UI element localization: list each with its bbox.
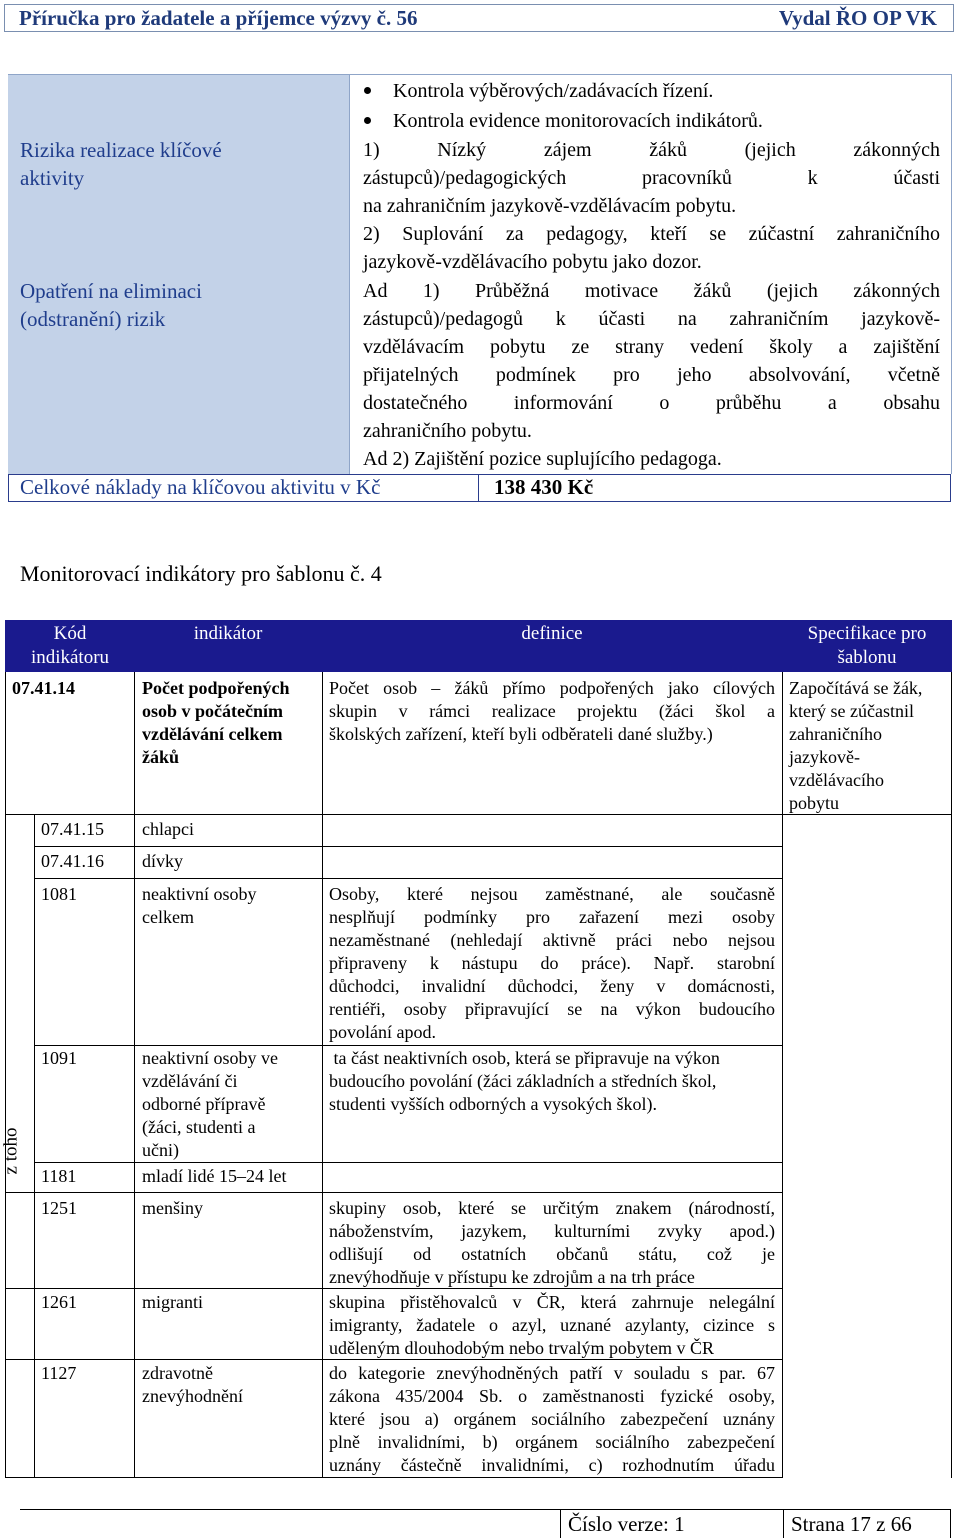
risk-line: zástupců)/pedagogických pracovníků k účasti (363, 167, 940, 189)
risk-line: na zahraničním jazykově-vzdělávacím pobytu. (363, 195, 737, 217)
table-row-indicator: migranti (142, 1292, 203, 1312)
table-border (34, 846, 782, 847)
table-border (322, 672, 323, 1478)
definition-line: nezaměstnané (nehledají aktivně práci nebo nejsou (329, 930, 775, 950)
table-border (5, 1192, 782, 1193)
table-row-code: 1127 (41, 1363, 77, 1383)
spec-line: vzdělávacího (789, 770, 884, 790)
header-publisher: Vydal ŘO OP VK (778, 6, 937, 30)
indicator-line: odborné přípravě (142, 1094, 266, 1114)
spec-line: zahraničního (789, 724, 882, 744)
definition-line: povolání apod. (329, 1022, 436, 1042)
definition-line: studenti vyšších odborných a vysokých škol). (329, 1094, 657, 1114)
definition-line: skupin v rámci realizace projektu (žáci škol a (329, 701, 775, 721)
indicator-line: vzdělávání celkem (142, 724, 283, 744)
indicator-line: zdravotně (142, 1363, 213, 1383)
table-border (134, 672, 135, 1478)
table-border (34, 1045, 782, 1046)
table-border (5, 1477, 782, 1478)
definition-line: náboženstvím, jazykem, kulturními zvyky apod.) (329, 1221, 775, 1241)
indicator-line: vzdělávání či (142, 1071, 238, 1091)
indicator-line: celkem (142, 907, 194, 927)
table-row-code: 07.41.14 (12, 678, 75, 698)
section-title: Monitorovací indikátory pro šablonu č. 4 (20, 561, 382, 586)
definition-line: Počet osob – žáků přímo podpořených jako cílových (329, 678, 775, 698)
measure-line: zástupců)/pedagogů k účasti na zahraničním jazykově- (363, 308, 940, 330)
definition-line: znevýhodňuje v přístupu ke zdrojům a na trh práce (329, 1267, 695, 1287)
table-border (478, 474, 479, 502)
costs-value: 138 430 Kč (494, 475, 594, 499)
spec-line: Započítává se žák, (789, 678, 923, 698)
table-border (5, 814, 782, 815)
costs-label: Celkové náklady na klíčovou aktivitu v Kč (20, 475, 381, 499)
spec-line: který se zúčastnil (789, 701, 914, 721)
table-row-indicator (142, 1362, 318, 1408)
table-row-indicator: dívky (142, 851, 184, 871)
definition-line: které jsou a) orgánem sociálního zabezpečení uznány (329, 1409, 775, 1429)
definition-line: imigranty, žadatele o azyl, uznané azylanty, cizince s (329, 1315, 775, 1335)
table-row-code: 1181 (41, 1166, 77, 1186)
table-row-indicator: menšiny (142, 1198, 203, 1218)
header-indicator: indikátor (193, 623, 263, 644)
definition-line: uznány částečně invalidními, c) rozhodnutím úřadu (329, 1455, 775, 1475)
subset-label (0, 1120, 32, 1184)
table-row-indicator (142, 1047, 318, 1162)
header-code-line: indikátoru (30, 647, 110, 668)
table-border (34, 1162, 782, 1163)
definition-line: odlišují od ostatních občanů státu, což je (329, 1244, 775, 1264)
header-definition: definice (521, 623, 583, 644)
header-code (10, 622, 130, 670)
table-row-definition (329, 1291, 775, 1360)
table-row-code: 07.41.16 (41, 851, 104, 871)
subset-label-text: z toho (0, 1127, 22, 1175)
definition-line: do kategorie znevýhodněných patří v souladu s par. 67 (329, 1363, 775, 1383)
measure-line: vzdělávacím pobytu ze strany vedení školy a zajištění (363, 336, 940, 358)
header-specification (782, 622, 952, 670)
indicator-line: znevýhodnění (142, 1386, 243, 1406)
table-border (8, 74, 951, 75)
table-row-definition (329, 677, 775, 746)
spec-line: pobytu (789, 793, 840, 813)
risk-line: jazykově-vzdělávacího pobytu jako dozor. (363, 251, 702, 273)
measures-label: (odstranění) rizik (20, 307, 166, 331)
table-row-code: 1251 (41, 1198, 77, 1218)
definition-line: plně invalidními, b) orgánem sociálního zabezpečení (329, 1432, 775, 1452)
table-border (34, 878, 782, 879)
bullet-icon (364, 117, 371, 124)
risks-label: aktivity (20, 166, 85, 190)
footer-divider (783, 1509, 784, 1538)
bullet-icon (364, 87, 371, 94)
table-row-definition (329, 1047, 779, 1116)
measure-line: Ad 1) Průběžná motivace žáků (jejich zákonných (363, 280, 940, 302)
table-border (951, 672, 952, 1478)
definition-line: budoucího povolání (žáci základních a středních škol, (329, 1071, 717, 1091)
definition-line: důchodci, invalidní důchodci, ženy v domácnosti, (329, 976, 775, 996)
indicator-line: neaktivní osoby (142, 884, 257, 904)
header-title: Příručka pro žadatele a příjemce výzvy č. 56 (19, 6, 418, 30)
upper-label-column (8, 74, 349, 474)
table-row-definition (329, 1362, 775, 1477)
table-border (349, 74, 350, 474)
definition-line: připraveny k nástupu do práce). Např. starobní (329, 953, 775, 973)
bullet-text: Kontrola evidence monitorovacích indikátorů. (393, 110, 763, 132)
footer-divider (560, 1509, 561, 1538)
definition-line: rentiéři, osoby připravující se na výkon budoucího (329, 999, 775, 1019)
table-row-definition (329, 1197, 775, 1289)
header-code-line: Kód (53, 623, 87, 644)
table-row-code: 1081 (41, 884, 77, 904)
measure-line: dostatečného informování o průběhu a obsahu (363, 392, 940, 414)
indicator-line: Počet podpořených (142, 678, 290, 698)
indicator-line: žáků (142, 747, 180, 767)
definition-line: skupina přistěhovalců v ČR, která zahrnuje nelegální (329, 1292, 775, 1312)
indicator-line: učni) (142, 1140, 179, 1160)
definition-line: školských zařízení, kteří byli odběrateli dané služby.) (329, 724, 713, 744)
bullet-item (364, 76, 713, 107)
table-row-specification (789, 677, 949, 815)
table-row-indicator (142, 677, 318, 769)
risk-line: 2) Suplování za pedagogy, kteří se zúčastní zahraničního (363, 223, 940, 245)
definition-line: skupiny osob, které se určitým znakem (národností, (329, 1198, 775, 1218)
risk-line: 1) Nízký zájem žáků (jejich zákonných (363, 139, 940, 161)
table-row-indicator: mladí lidé 15–24 let (142, 1166, 287, 1186)
bullet-text: Kontrola výběrových/zadávacích řízení. (393, 80, 714, 102)
definition-line: zákona 435/2004 Sb. o zaměstnanosti fyzické osoby, (329, 1386, 775, 1406)
footer-divider (950, 1509, 951, 1538)
footer-version: Číslo verze: 1 (568, 1512, 685, 1536)
table-border (782, 672, 783, 1478)
table-row-code: 1091 (41, 1048, 77, 1068)
table-row-indicator (142, 883, 318, 929)
measure-line: Ad 2) Zajištění pozice suplujícího pedagoga. (363, 448, 722, 470)
definition-line: Osoby, které nejsou zaměstnané, ale současně (329, 884, 775, 904)
measure-line: zahraničního pobytu. (363, 420, 532, 442)
table-row-indicator: chlapci (142, 819, 194, 839)
footer-page-number: Strana 17 z 66 (791, 1512, 912, 1536)
table-border (951, 74, 952, 474)
spec-line: jazykově- (789, 747, 860, 767)
table-row-code: 1261 (41, 1292, 77, 1312)
measures-label: Opatření na eliminaci (20, 279, 202, 303)
definition-line: nesplňují podmínky pro zařazení mezi osoby (329, 907, 775, 927)
definition-line: ta část neaktivních osob, která se připravuje na výkon (329, 1048, 720, 1068)
header-spec-line: Specifikace pro (807, 623, 927, 644)
page-header (4, 4, 954, 32)
bullet-item (364, 106, 763, 137)
measure-line: přijatelných podmínek pro jeho absolvování, včetně (363, 364, 940, 386)
indicator-line: neaktivní osoby ve (142, 1048, 278, 1068)
indicator-line: osob v počátečním (142, 701, 283, 721)
table-border (5, 672, 6, 1478)
table-row-definition (329, 883, 775, 1044)
definition-line: uděleným dlouhodobým nebo trvalým pobytem v ČR (329, 1338, 714, 1358)
header-spec-line: šablonu (837, 647, 897, 668)
table-row-code: 07.41.15 (41, 819, 104, 839)
indicator-line: (žáci, studenti a (142, 1117, 256, 1137)
table-border (34, 814, 35, 1478)
risks-label: Rizika realizace klíčové (20, 138, 222, 162)
